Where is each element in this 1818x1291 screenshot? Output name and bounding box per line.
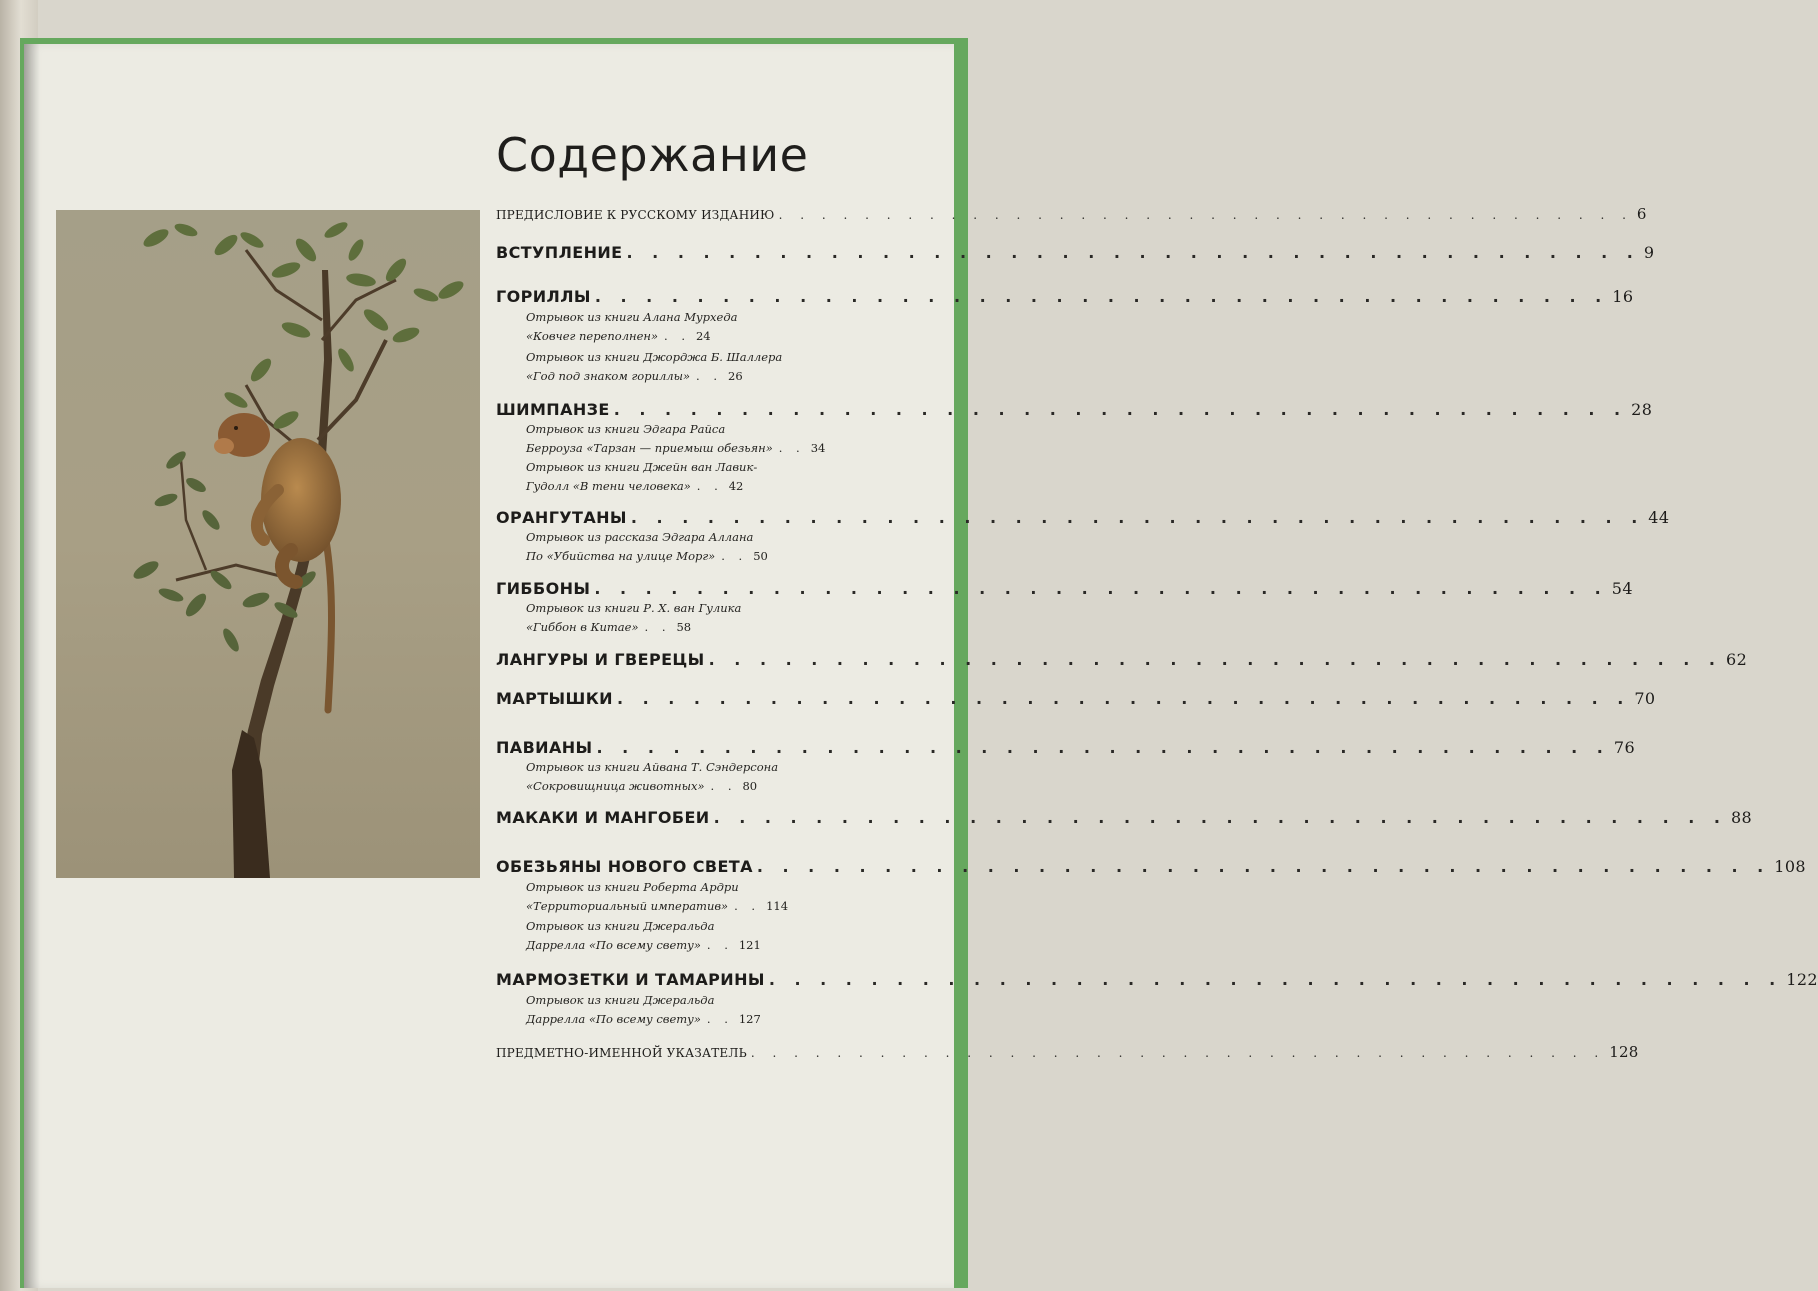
- toc-chapter: [496, 738, 1636, 757]
- excerpt-line: Отрывок из книги Джеральда: [526, 919, 715, 933]
- excerpt-line: Отрывок из книги Айвана Т. Сэндерсона: [526, 760, 779, 774]
- excerpt-page: 114: [766, 899, 789, 913]
- toc-entry-label: ЛАНГУРЫ И ГВЕРЕЦЫ: [496, 650, 705, 669]
- toc-entry-page: 6: [1636, 205, 1647, 223]
- excerpt-line: Отрывок из книги Роберта Ардри: [526, 880, 739, 894]
- excerpt-page: 24: [695, 329, 711, 343]
- excerpt-page: 42: [728, 479, 744, 493]
- excerpt-page: 80: [742, 779, 758, 793]
- page-title: Содержание: [496, 128, 809, 182]
- toc-entry-label: МАРТЫШКИ: [496, 689, 613, 708]
- excerpt-title-line: [526, 479, 743, 493]
- toc-entry-label: МАРМОЗЕТКИ И ТАМАРИНЫ: [496, 970, 765, 989]
- toc-entry-page: 88: [1730, 808, 1753, 827]
- toc-entry-page: 9: [1643, 243, 1655, 262]
- excerpt-title-line: [526, 549, 768, 563]
- toc-entry-page: 54: [1611, 579, 1633, 598]
- toc-entry-index: [496, 1043, 1639, 1061]
- leader-dots: . .: [696, 369, 722, 383]
- toc-chapter: [496, 857, 1806, 876]
- excerpt-line: Отрывок из рассказа Эдгара Аллана: [526, 530, 754, 544]
- toc-entry-page: 70: [1634, 689, 1656, 708]
- toc-entry-page: 122: [1786, 970, 1818, 989]
- leader-dots: . . . . . . . . . . . . . . . . . . . . . . . . . . . . . . . . . . . . . . . .: [594, 579, 1608, 598]
- excerpt-title-line: [526, 329, 711, 343]
- toc-entry-label: ОРАНГУТАНЫ: [496, 508, 627, 527]
- toc-entry-label: ШИМПАНЗЕ: [496, 400, 610, 419]
- excerpt-title: «Ковчег переполнен»: [526, 329, 659, 343]
- excerpt-page: 58: [676, 620, 692, 634]
- leader-dots: . .: [734, 899, 761, 913]
- excerpt-title-line: [526, 1012, 761, 1026]
- excerpt-title: Гудолл «В тени человека»: [526, 479, 691, 493]
- excerpt-line: Отрывок из книги Джейн ван Лавик-: [526, 460, 758, 474]
- toc-entry-label: ПРЕДИСЛОВИЕ К РУССКОМУ ИЗДАНИЮ: [496, 208, 775, 222]
- excerpt-title: «Территориальный императив»: [526, 899, 729, 913]
- toc-entry-label: ПРЕДМЕТНО-ИМЕННОЙ УКАЗАТЕЛЬ: [496, 1046, 747, 1060]
- toc-entry-page: 128: [1609, 1043, 1639, 1061]
- excerpt-title-line: [526, 620, 691, 634]
- excerpt-page: 26: [728, 369, 743, 383]
- toc-entry-label: МАКАКИ И МАНГОБЕИ: [496, 808, 710, 827]
- leader-dots: . . . . . . . . . . . . . . . . . . . . . . . . . . . . . . . . . . . . . . . .: [616, 689, 1631, 708]
- leader-dots: . . . . . . . . . . . . . . . . . . . . . . . . . . . . . . . . . . . . . . . .: [630, 508, 1645, 527]
- toc-entry-label: ГОРИЛЛЫ: [496, 287, 591, 306]
- excerpt-page: 34: [810, 441, 826, 455]
- leader-dots: . .: [664, 329, 690, 343]
- excerpt-title-line: [526, 938, 761, 952]
- leader-dots: . .: [644, 620, 671, 634]
- toc-entry-label: ПАВИАНЫ: [496, 738, 593, 757]
- leader-dots: . . . . . . . . . . . . . . . . . . . . . . . . . . . . . . . . . . . . . . . .: [778, 208, 1633, 222]
- leader-dots: . .: [721, 549, 748, 563]
- toc-entry-preface: [496, 205, 1647, 223]
- excerpt-title: Даррелла «По всему свету»: [526, 938, 701, 952]
- toc-chapter: [496, 400, 1653, 419]
- toc-chapter: [496, 808, 1753, 827]
- toc-entry-page: 108: [1774, 857, 1806, 876]
- excerpt-title: Берроуза «Тарзан — приемыш обезьян»: [526, 441, 773, 455]
- toc-chapter: [496, 508, 1670, 527]
- excerpt-title: «Сокровищница животных»: [526, 779, 705, 793]
- excerpt-page: 50: [753, 549, 768, 563]
- excerpt-title-line: [526, 369, 743, 383]
- monkey-photo: [56, 210, 480, 878]
- excerpt-page: 127: [738, 1012, 761, 1026]
- leader-dots: . .: [706, 938, 733, 952]
- excerpt-title-line: [526, 779, 757, 793]
- leader-dots: . . . . . . . . . . . . . . . . . . . . . . . . . . . . . . . . . . . . . . . .: [750, 1046, 1606, 1060]
- toc-chapter: [496, 689, 1656, 708]
- excerpt-title: Даррелла «По всему свету»: [526, 1012, 701, 1026]
- leader-dots: . .: [696, 479, 723, 493]
- excerpt-title: «Год под знаком гориллы»: [526, 369, 691, 383]
- leader-dots: . . . . . . . . . . . . . . . . . . . . . . . . . . . . . . . . . . . . . . . .: [594, 287, 1609, 306]
- excerpt-line: Отрывок из книги Алана Мурхеда: [526, 310, 738, 324]
- excerpt-title: «Гиббон в Китае»: [526, 620, 639, 634]
- toc-entry-page: 28: [1631, 400, 1653, 419]
- toc-entry-label: ГИББОНЫ: [496, 579, 591, 598]
- excerpt-title: По «Убийства на улице Морг»: [526, 549, 716, 563]
- leader-dots: . . . . . . . . . . . . . . . . . . . . . . . . . . . . . . . . . . . . . . . .: [613, 400, 1628, 419]
- leader-dots: . . . . . . . . . . . . . . . . . . . . . . . . . . . . . . . . . . . . . . . .: [713, 808, 1727, 827]
- toc-entry-page: 76: [1613, 738, 1636, 757]
- excerpt-title-line: [526, 899, 788, 913]
- toc-chapter: [496, 243, 1655, 262]
- leader-dots: . .: [706, 1012, 733, 1026]
- leader-dots: . .: [710, 779, 737, 793]
- toc-entry-page: 44: [1648, 508, 1670, 527]
- leader-dots: . . . . . . . . . . . . . . . . . . . . . . . . . . . . . . . . . . . . . . . .: [708, 650, 1723, 669]
- toc-chapter: [496, 579, 1633, 598]
- page-gutter-shadow: [24, 44, 40, 1288]
- leader-dots: . . . . . . . . . . . . . . . . . . . . . . . . . . . . . . . . . . . . . . . .: [626, 243, 1640, 262]
- leader-dots: . . . . . . . . . . . . . . . . . . . . . . . . . . . . . . . . . . . . . . . .: [756, 857, 1771, 876]
- leader-dots: . . . . . . . . . . . . . . . . . . . . . . . . . . . . . . . . . . . . . . . .: [596, 738, 1610, 757]
- toc-chapter: [496, 970, 1818, 989]
- toc-entry-page: 16: [1612, 287, 1634, 306]
- excerpt-line: Отрывок из книги Эдгара Райса: [526, 422, 726, 436]
- excerpt-line: Отрывок из книги Джорджа Б. Шаллера: [526, 350, 783, 364]
- toc-entry-label: ОБЕЗЬЯНЫ НОВОГО СВЕТА: [496, 857, 753, 876]
- toc-chapter: [496, 287, 1634, 306]
- leader-dots: . .: [778, 441, 805, 455]
- toc-entry-page: 62: [1726, 650, 1748, 669]
- excerpt-line: Отрывок из книги Джеральда: [526, 993, 715, 1007]
- leader-dots: . . . . . . . . . . . . . . . . . . . . . . . . . . . . . . . . . . . . . . . .: [768, 970, 1783, 989]
- toc-entry-label: ВСТУПЛЕНИЕ: [496, 243, 623, 262]
- excerpt-title-line: [526, 441, 825, 455]
- excerpt-page: 121: [738, 938, 761, 952]
- excerpt-line: Отрывок из книги Р. Х. ван Гулика: [526, 601, 742, 615]
- toc-chapter: [496, 650, 1748, 669]
